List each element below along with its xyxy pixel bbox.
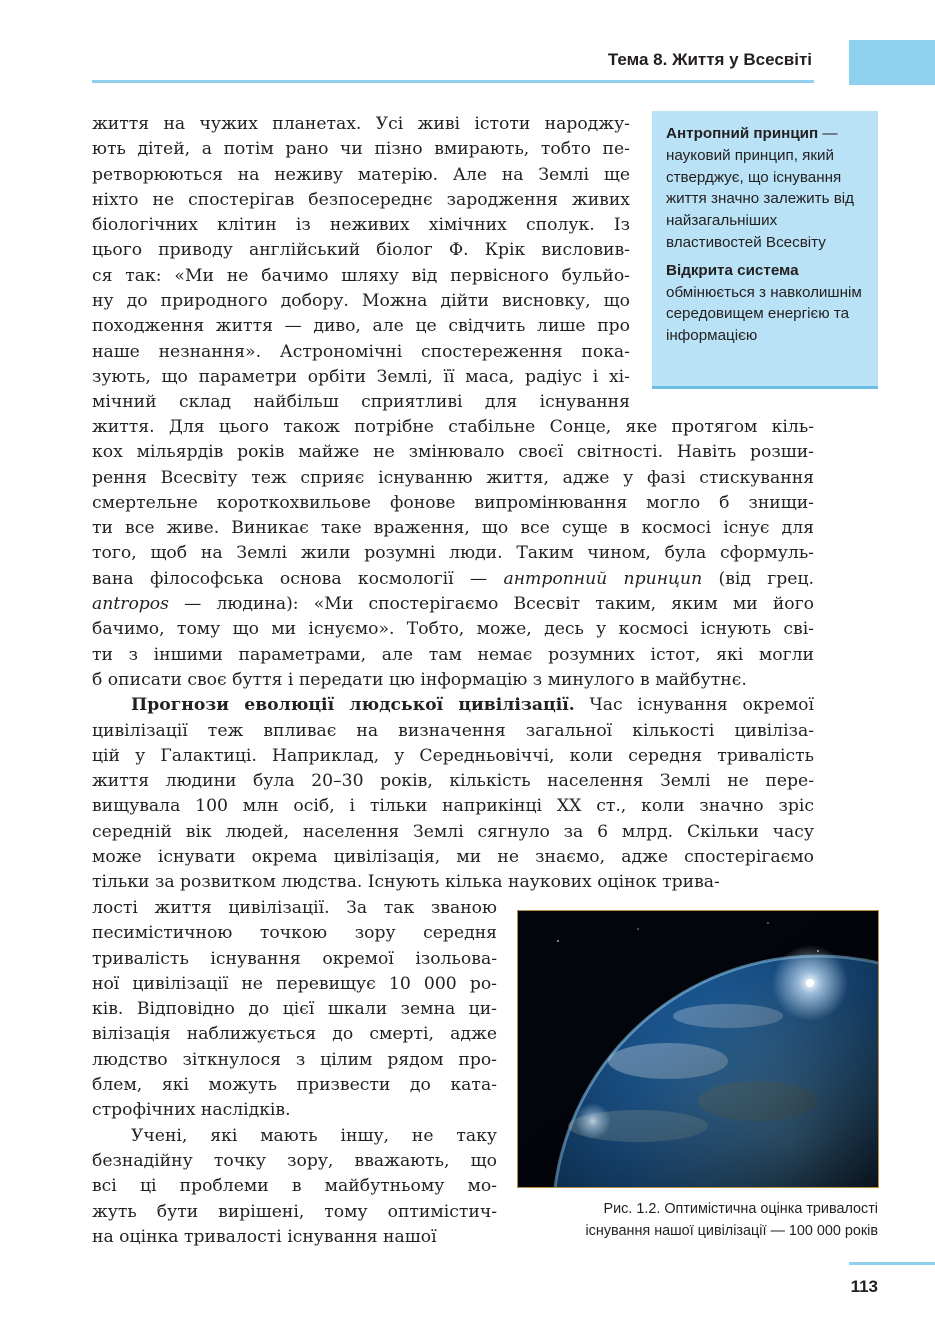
text-line: може існувати окрема цивілізація, ми не знаємо, адже спостерігаємо [92,847,814,868]
text-line: ретворюються на неживу матерію. Але на Землі ще [92,164,630,185]
header-color-block [849,40,935,85]
text-line: antropos — людина): «Ми спостерігаємо Всесвіт таким, яким ми його [92,594,814,615]
text-line: мічний склад найбільш сприятливі для існування [92,392,630,413]
body-text-wide [92,415,814,896]
text-line: ніхто не спостерігав безпосереднє зародження живих [92,189,630,210]
header-rule [92,80,814,83]
figure-caption [512,1198,878,1242]
greek-word: antropos [92,594,169,615]
text-line: ків. Відповідно до цієї шкали земна ци- [92,999,497,1020]
text-line: строфічних наслідків. [92,1100,291,1121]
text-line: походження життя — диво, але це свідчить лише про [92,316,630,337]
running-header-title: Тема 8. Життя у Всесвіті [607,50,812,69]
glossary-definition: обмінюється з навколишнім середовищем енергією та інформацією [666,283,862,345]
text-line: життя людини була 20–30 років, кількість населення Землі не пере- [92,771,814,792]
text-line: біологічних клітин із неживих хімічних сполук. Із [92,215,630,236]
text-line: зують, що параметри орбіти Землі, її маса, радіус і хі- [92,366,630,387]
text-line: рення Всесвіту теж сприяє існуванню життя, адже у фазі стискування [92,467,814,488]
text-line: лості життя цивілізації. За так званою [92,898,497,918]
text-line: вищувала 100 млн осіб, і тільки наприкінці XX ст., коли значно зріс [92,796,814,817]
glossary-sidebar [652,111,878,389]
glossary-term: Антропний принцип [666,125,819,142]
text-line: середній вік людей, населення Землі сягнуло за 6 млрд. Скільки часу [92,821,814,842]
text-line: всі ці проблеми в майбутньому мо- [92,1176,497,1197]
text-line: тривалість існування окремої ізольова- [92,948,497,969]
footer-rule [849,1262,935,1265]
text-line: цього приводу англійський біолог Ф. Крік висловив- [92,240,630,261]
text-line: на оцінка тривалості існування нашої [92,1226,437,1247]
text-line: цивілізації теж впливає на визначення загальної кількості цивіліза- [92,720,814,741]
glossary-entry-anthropic [666,123,868,254]
text-line: того, щоб на Землі жили розумні люди. Таким чином, була сформуль- [92,543,814,564]
text-line: смертельне короткохвильове фонове випромінювання могло б знищи- [92,492,814,513]
text-line: наше незнання». Астрономічні спостереження пока- [92,341,630,362]
earth-from-space-photo [517,910,879,1188]
text-line: песимістичною точкою зору середня [92,923,497,944]
text-line: ся так: «Ми не бачимо шляху від первісного бульйо- [92,265,630,286]
body-text-column [92,896,497,1250]
text-line: ти все живе. Виникає таке враження, що все суще в космосі існує для [92,518,814,539]
text-line: ної цивілізації не перевищує 10 000 ро- [92,973,497,994]
section-heading-line: Прогнози еволюції людської цивілізації. Час існування окремої [131,695,814,716]
text-line: безнадійну точку зору, вважають, що [92,1150,497,1171]
text-line: жуть бути вирішені, тому оптимістич- [92,1201,497,1222]
text-line: ну до природного добору. Можна дійти висновку, що [92,291,630,312]
text-line: людство зіткнулося з цілим рядом про- [92,1049,497,1070]
body-text-narrow [92,112,630,416]
caption-line: існування нашої цивілізації — 100 000 років [585,1223,878,1239]
text-line: вана філософська основа космології — антропний принцип (від грец. [92,568,814,589]
glossary-entry-open-system [666,260,868,347]
text-line: блем, які можуть призвести до ката- [92,1075,497,1096]
text-line: бачимо, тому що ми існуємо». Тобто, може, десь у космосі існують сві- [92,619,814,640]
text-line: вілізація наближується до смерті, адже [92,1024,497,1045]
text-line: життя на чужих планетах. Усі живі істоти народжу- [92,114,630,134]
anthropic-term: антропний принцип [503,568,703,589]
text-line: Учені, які мають іншу, не таку [131,1125,497,1146]
text-line: цій у Галактиці. Наприклад, у Середньовіччі, коли середня тривалість [92,745,814,766]
text-line: б описати своє буття і передати цю інформацію з минулого в майбутнє. [92,669,747,690]
section-heading: Прогнози еволюції людської цивілізації. [131,695,575,716]
text-line: ють дітей, а потім рано чи пізно вмирають, тобто пе- [92,139,630,160]
page-number: 113 [850,1277,878,1296]
caption-line: Рис. 1.2. Оптимістична оцінка тривалості [603,1201,878,1217]
text-line: кох мільярдів років майже не змінювало своєї світності. Навіть розши- [92,442,814,463]
glossary-definition: — науковий принцип, який стверджує, що існування життя значно залежить від найзагальніших властивостей Всесвіту [666,125,855,251]
text-line: тільки за розвитком людства. Існують кілька наукових оцінок трива- [92,872,720,893]
text-line: ти з іншими параметрами, але там немає розумних істот, які могли [92,644,814,665]
glossary-term: Відкрита система [666,261,799,279]
text-line: життя. Для цього також потрібне стабільне Сонце, яке протягом кіль- [92,417,814,437]
